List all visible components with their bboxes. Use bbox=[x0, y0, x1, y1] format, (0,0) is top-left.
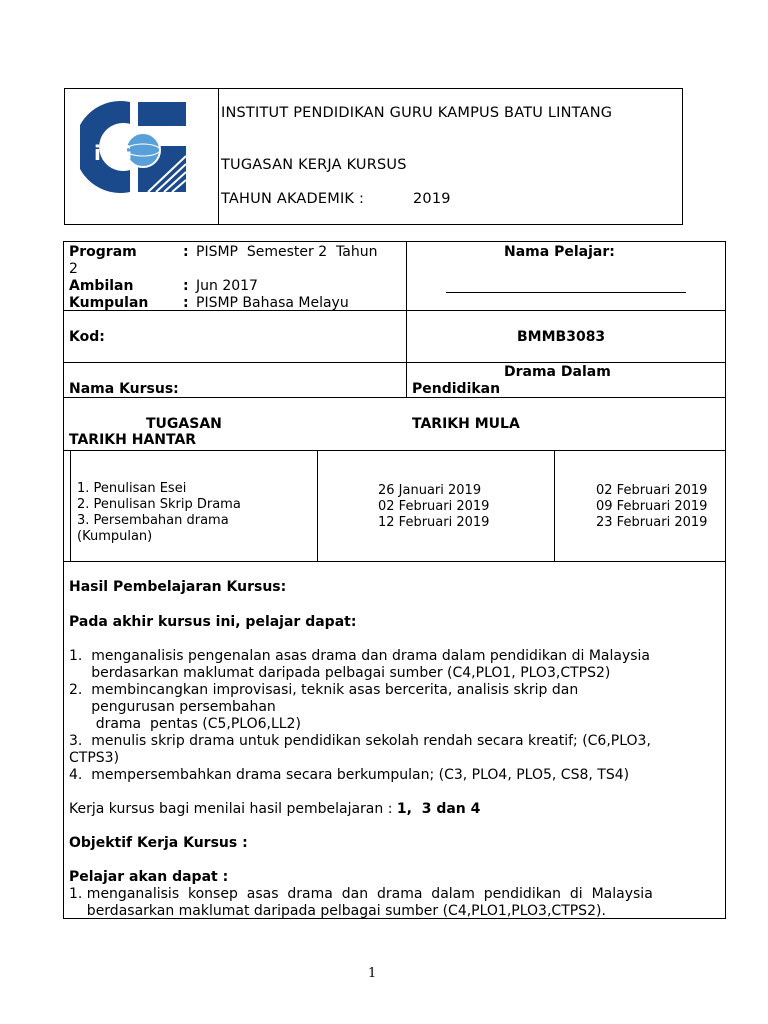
assess-line bbox=[69, 800, 480, 818]
task-item: (Kumpulan) bbox=[77, 529, 153, 544]
col-tarikh-mula: TARIKH MULA bbox=[412, 416, 520, 432]
task-item: 3. Persembahan drama bbox=[77, 513, 229, 528]
outcome-line: 3. menulis skrip drama untuk pendidikan sekolah rendah secara kreatif; (C6,PLO3, bbox=[69, 733, 651, 749]
col-tarikh-hantar: TARIKH HANTAR bbox=[69, 432, 197, 448]
task-item: 1. Penulisan Esei bbox=[77, 481, 187, 496]
row-line bbox=[63, 310, 726, 311]
kumpulan-value: PISMP Bahasa Melayu bbox=[196, 295, 349, 311]
col-line bbox=[554, 450, 555, 561]
academic-year-value: 2019 bbox=[413, 191, 451, 207]
task-item: 2. Penulisan Skrip Drama bbox=[77, 497, 241, 512]
start-date: 26 Januari 2019 bbox=[378, 483, 482, 498]
assess-text: Kerja kursus bagi menilai hasil pembelajaran : bbox=[69, 801, 397, 817]
program-value: PISMP Semester 2 Tahun bbox=[196, 244, 378, 260]
nama-kursus-value-1: Drama Dalam bbox=[504, 364, 611, 380]
objective-heading: Objektif Kerja Kursus : bbox=[69, 835, 248, 851]
objective-line: 1. menganalisis konsep asas drama dan drama dalam pendidikan di Malaysia bbox=[69, 886, 653, 902]
nama-kursus-label: Nama Kursus: bbox=[69, 381, 179, 397]
row-line bbox=[63, 450, 726, 451]
kumpulan-colon: : bbox=[183, 295, 189, 311]
due-date: 02 Februari 2019 bbox=[596, 483, 708, 498]
nama-pelajar-input-line[interactable] bbox=[446, 292, 686, 293]
outcomes-heading: Hasil Pembelajaran Kursus: bbox=[69, 579, 287, 595]
outcome-line: CTPS3) bbox=[69, 750, 120, 766]
outcome-line: 1. menganalisis pengenalan asas drama dan drama dalam pendidikan di Malaysia bbox=[69, 648, 650, 664]
kumpulan-label: Kumpulan bbox=[69, 295, 149, 311]
ambilan-colon: : bbox=[183, 278, 189, 294]
col-line bbox=[70, 450, 71, 561]
outcome-line: 4. mempersembahkan drama secara berkumpulan; (C3, PLO4, PLO5, CS8, TS4) bbox=[69, 767, 630, 783]
outcomes-intro: Pada akhir kursus ini, pelajar dapat: bbox=[69, 614, 357, 630]
col-tugasan: TUGASAN bbox=[146, 416, 222, 432]
nama-kursus-value-2: Pendidikan bbox=[412, 381, 501, 397]
outcome-line: berdasarkan maklumat daripada pelbagai sumber (C4,PLO1, PLO3,CTPS2) bbox=[69, 665, 611, 681]
outcome-line: 2. membincangkan improvisasi, teknik asas bercerita, analisis skrip dan bbox=[69, 682, 579, 698]
ipg-logo bbox=[80, 98, 192, 196]
row-line bbox=[63, 362, 726, 363]
kod-value: BMMB3083 bbox=[517, 329, 606, 345]
page-number: 1 bbox=[368, 966, 377, 981]
start-date: 12 Februari 2019 bbox=[378, 515, 490, 530]
program-value-cont: 2 bbox=[69, 261, 78, 277]
outcome-line: drama pentas (C5,PLO6,LL2) bbox=[69, 716, 301, 732]
outcome-line: pengurusan persembahan bbox=[69, 699, 276, 715]
svg-text:iPG: iPG bbox=[94, 141, 132, 165]
kod-label: Kod: bbox=[69, 329, 105, 345]
due-date: 09 Februari 2019 bbox=[596, 499, 708, 514]
col-line bbox=[317, 450, 318, 561]
objective-line: berdasarkan maklumat daripada pelbagai sumber (C4,PLO1,PLO3,CTPS2). bbox=[69, 903, 606, 919]
due-date: 23 Februari 2019 bbox=[596, 515, 708, 530]
header-divider bbox=[218, 88, 219, 225]
ambilan-value: Jun 2017 bbox=[196, 278, 258, 294]
col-line bbox=[406, 241, 407, 397]
program-label: Program bbox=[69, 244, 137, 260]
objective-intro: Pelajar akan dapat : bbox=[69, 869, 229, 885]
assess-bold: 1, 3 dan 4 bbox=[396, 801, 481, 817]
academic-year-label: TAHUN AKADEMIK : bbox=[221, 191, 365, 207]
row-line bbox=[63, 561, 726, 562]
start-date: 02 Februari 2019 bbox=[378, 499, 490, 514]
ambilan-label: Ambilan bbox=[69, 278, 134, 294]
institution-name: INSTITUT PENDIDIKAN GURU KAMPUS BATU LINTANG bbox=[221, 105, 613, 121]
program-colon: : bbox=[183, 244, 189, 260]
nama-pelajar-label: Nama Pelajar: bbox=[504, 244, 615, 260]
assignment-title: TUGASAN KERJA KURSUS bbox=[221, 157, 407, 173]
